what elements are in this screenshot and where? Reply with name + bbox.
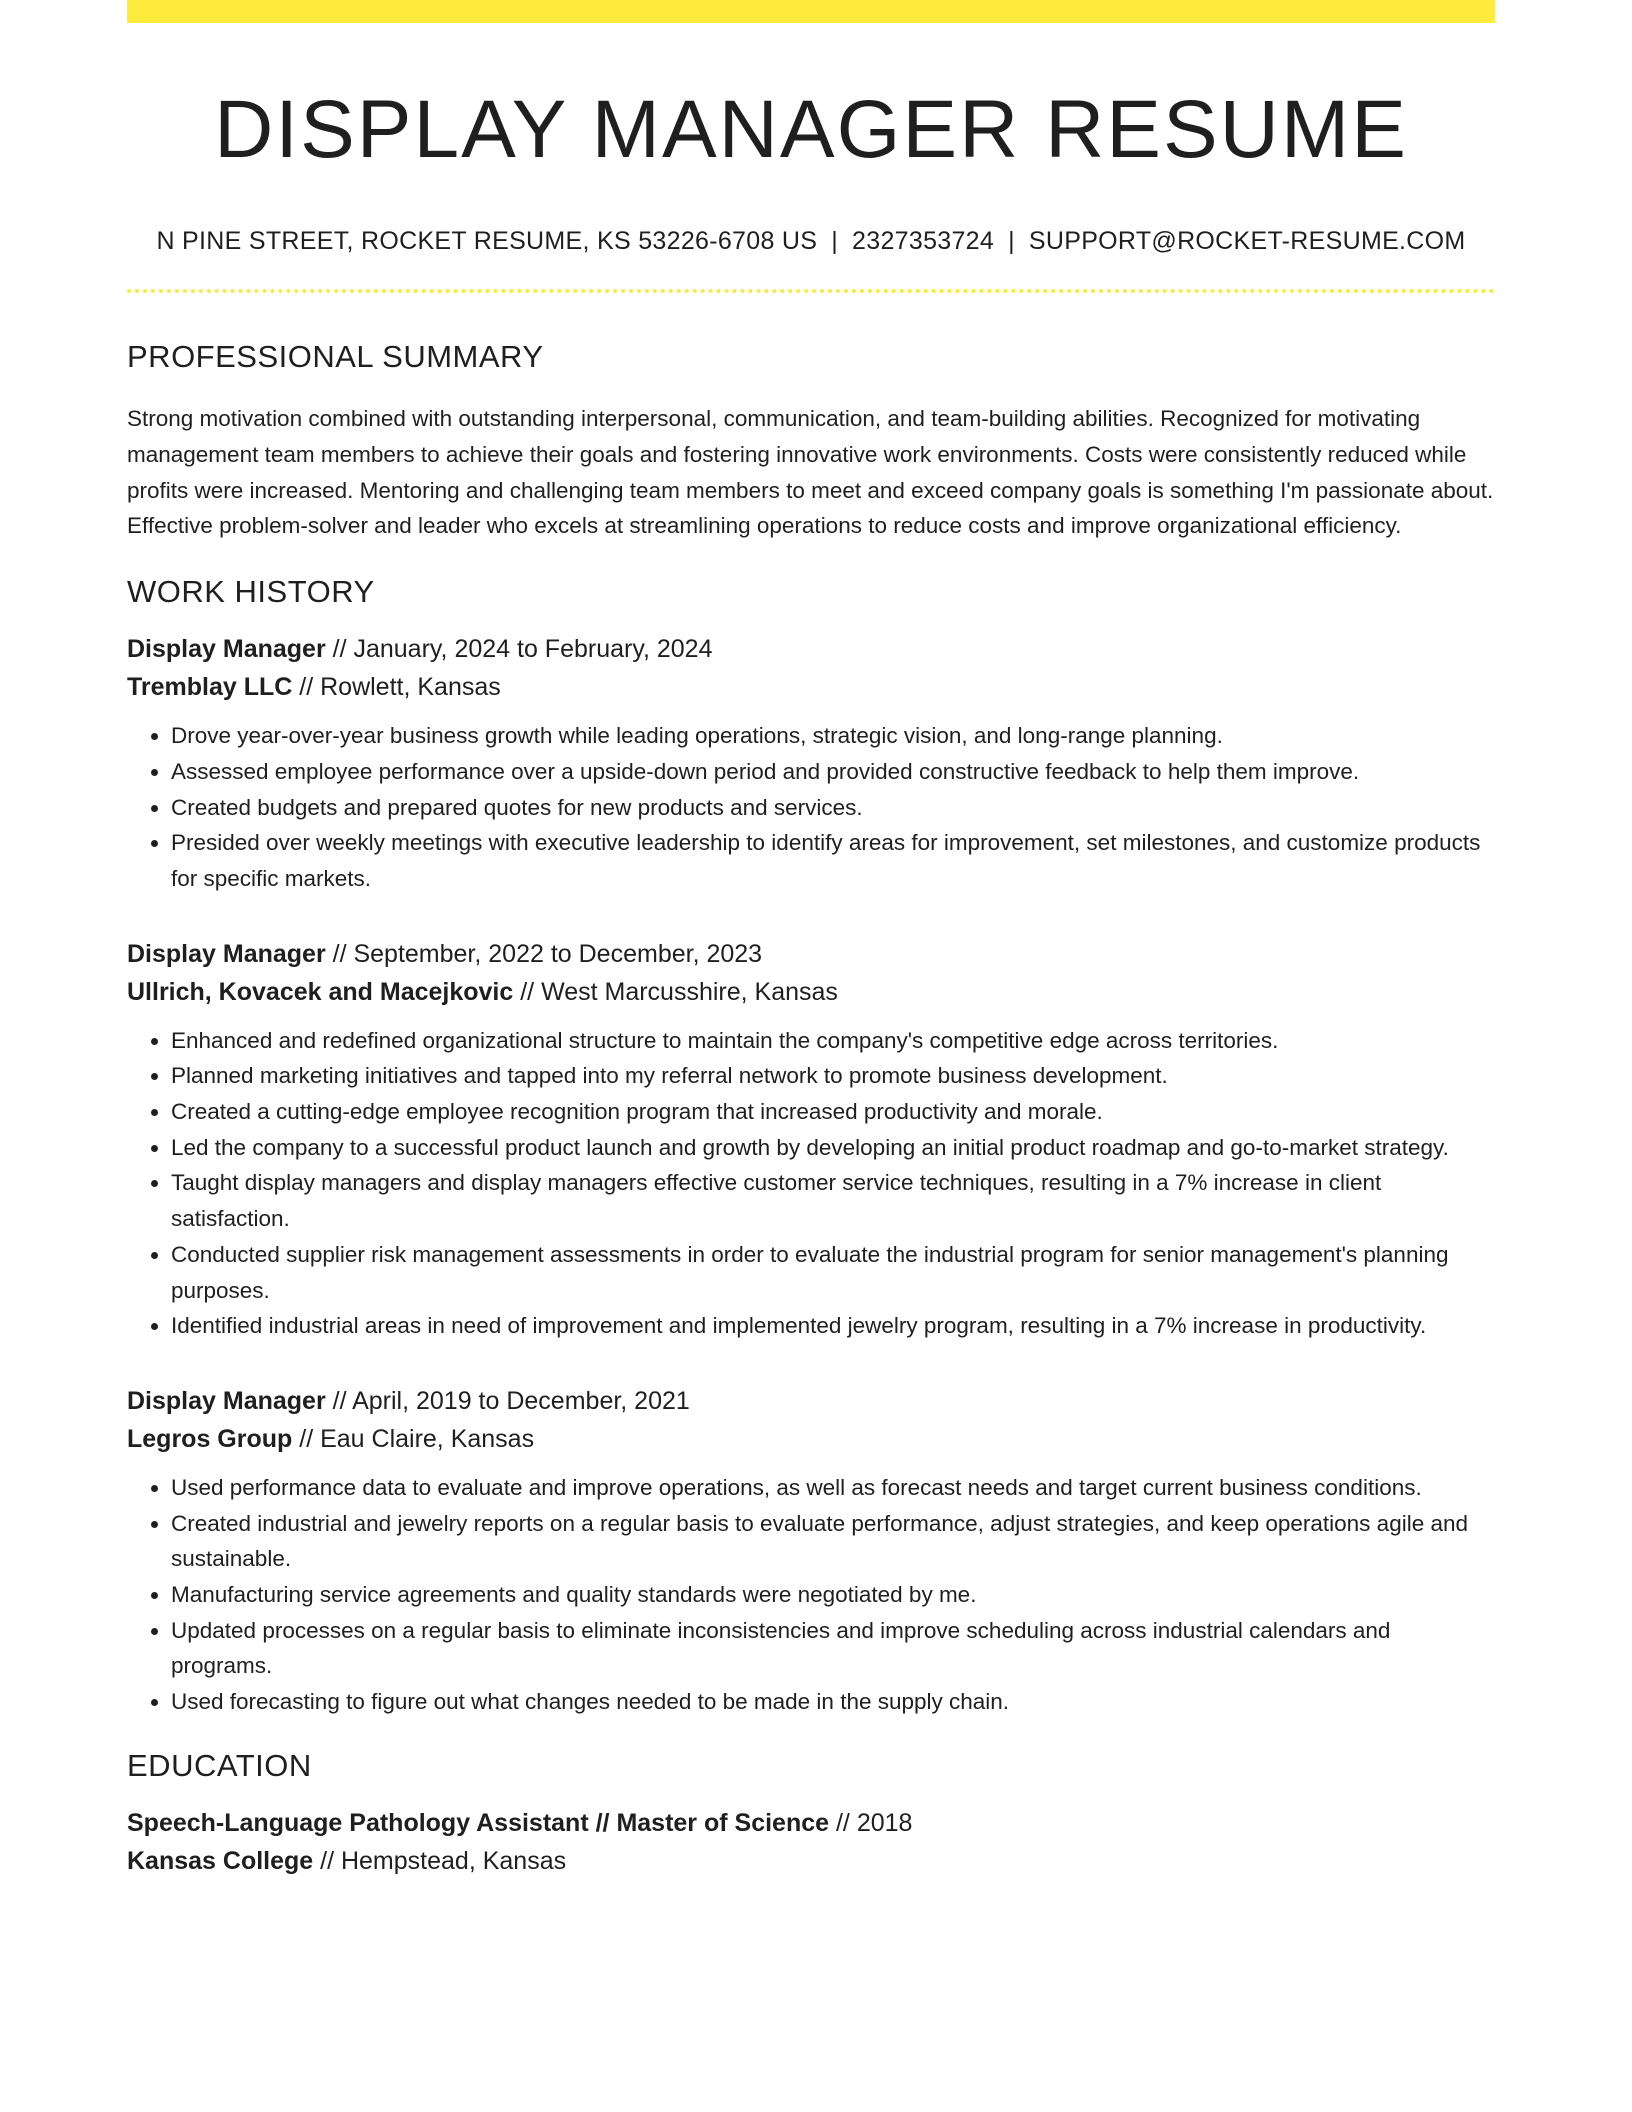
education-year: // 2018 xyxy=(829,1808,913,1837)
job-bullet: • Assessed employee performance over a upside-down period and provided constructive feedback to help them improve. xyxy=(171,754,1495,790)
job-bullet: • Manufacturing service agreements and quality standards were negotiated by me. xyxy=(171,1577,1495,1613)
contact-separator: | xyxy=(1008,227,1015,256)
education-location: // Hempstead, Kansas xyxy=(313,1846,567,1875)
job-bullet: • Conducted supplier risk management assessments in order to evaluate the industrial program for senior management's planning purposes. xyxy=(171,1237,1495,1308)
job-location: // Eau Claire, Kansas xyxy=(292,1424,535,1453)
job-title: Display Manager xyxy=(127,635,326,664)
job-bullet: • Identified industrial areas in need of improvement and implemented jewelry program, resulting in a 7% increase in productivity. xyxy=(171,1308,1495,1344)
education-degree-line xyxy=(127,1804,1495,1842)
job-location: // West Marcusshire, Kansas xyxy=(513,977,838,1006)
job-title: Display Manager xyxy=(127,1386,326,1415)
summary-text: Strong motivation combined with outstanding interpersonal, communication, and team-building abilities. Recognized for motivating management team members to achieve their goals and fostering innovative work environments. Costs were consistently reduced while profits were increased. Mentoring and challenging team members to meet and exceed company goals is something I'm passionate about. Effective problem-solver and leader who excels at streamlining operations to reduce costs and improve organizational efficiency. xyxy=(127,406,1494,539)
job-company-line xyxy=(127,668,1495,706)
job-company: Tremblay LLC xyxy=(127,673,293,702)
job-dates: // September, 2022 to December, 2023 xyxy=(325,939,763,968)
job-bullet: • Drove year-over-year business growth while leading operations, strategic vision, and long-range planning. xyxy=(171,718,1495,754)
job-entry xyxy=(127,630,1495,897)
education-heading: EDUCATION xyxy=(127,1747,312,1783)
contact-email: SUPPORT@ROCKET-RESUME.COM xyxy=(1028,227,1466,256)
education-degree: Speech-Language Pathology Assistant // Master of Science xyxy=(127,1808,830,1837)
job-bullets xyxy=(127,1023,1495,1344)
job-company: Ullrich, Kovacek and Macejkovic xyxy=(127,977,514,1006)
job-bullet: • Created budgets and prepared quotes for new products and services. xyxy=(171,790,1495,826)
job-bullet: • Used performance data to evaluate and improve operations, as well as forecast needs and target current business conditions. xyxy=(171,1470,1495,1506)
job-company-line xyxy=(127,1420,1495,1458)
job-title-line xyxy=(127,935,1495,973)
job-bullets xyxy=(127,1470,1495,1720)
education-entry xyxy=(127,1804,1495,1880)
job-bullet: • Taught display managers and display managers effective customer service techniques, resulting in a 7% increase in client satisfaction. xyxy=(171,1165,1495,1236)
job-company-line xyxy=(127,973,1495,1011)
job-bullet: • Led the company to a successful product launch and growth by developing an initial product roadmap and go-to-market strategy. xyxy=(171,1130,1495,1166)
job-entry xyxy=(127,1382,1495,1720)
job-bullet: • Created a cutting-edge employee recognition program that increased productivity and morale. xyxy=(171,1094,1495,1130)
job-title-line xyxy=(127,630,1495,668)
education-school-line xyxy=(127,1842,1495,1880)
job-company: Legros Group xyxy=(127,1424,293,1453)
job-bullet: • Created industrial and jewelry reports on a regular basis to evaluate performance, adjust strategies, and keep operations agile and sustainable. xyxy=(171,1506,1495,1577)
job-entry xyxy=(127,935,1495,1344)
job-bullet: • Presided over weekly meetings with executive leadership to identify areas for improvement, set milestones, and customize products for specific markets. xyxy=(171,825,1495,896)
job-bullet: • Enhanced and redefined organizational structure to maintain the company's competitive edge across territories. xyxy=(171,1023,1495,1059)
contact-phone: 2327353724 xyxy=(852,227,995,256)
summary-heading: PROFESSIONAL SUMMARY xyxy=(127,339,544,375)
dotted-divider xyxy=(127,289,1495,293)
job-dates: // January, 2024 to February, 2024 xyxy=(325,635,713,664)
contact-line xyxy=(127,227,1495,256)
job-title: Display Manager xyxy=(127,939,326,968)
resume-page xyxy=(127,0,1495,1880)
job-dates: // April, 2019 to December, 2021 xyxy=(325,1386,690,1415)
job-bullet: • Planned marketing initiatives and tapped into my referral network to promote business development. xyxy=(171,1058,1495,1094)
contact-address: N PINE STREET, ROCKET RESUME, KS 53226-6708 US xyxy=(156,227,818,256)
job-location: // Rowlett, Kansas xyxy=(292,673,501,702)
job-title-line xyxy=(127,1382,1495,1420)
education-school: Kansas College xyxy=(127,1846,314,1875)
job-bullet: • Used forecasting to figure out what changes needed to be made in the supply chain. xyxy=(171,1684,1495,1720)
work-history-heading: WORK HISTORY xyxy=(127,574,375,610)
job-bullets xyxy=(127,718,1495,897)
contact-separator: | xyxy=(831,227,839,256)
job-bullet: • Updated processes on a regular basis to eliminate inconsistencies and improve scheduling across industrial calendars and programs. xyxy=(171,1613,1495,1684)
resume-title: DISPLAY MANAGER RESUME xyxy=(214,84,1408,175)
top-accent-bar xyxy=(127,0,1495,23)
work-history-list xyxy=(127,630,1495,1720)
